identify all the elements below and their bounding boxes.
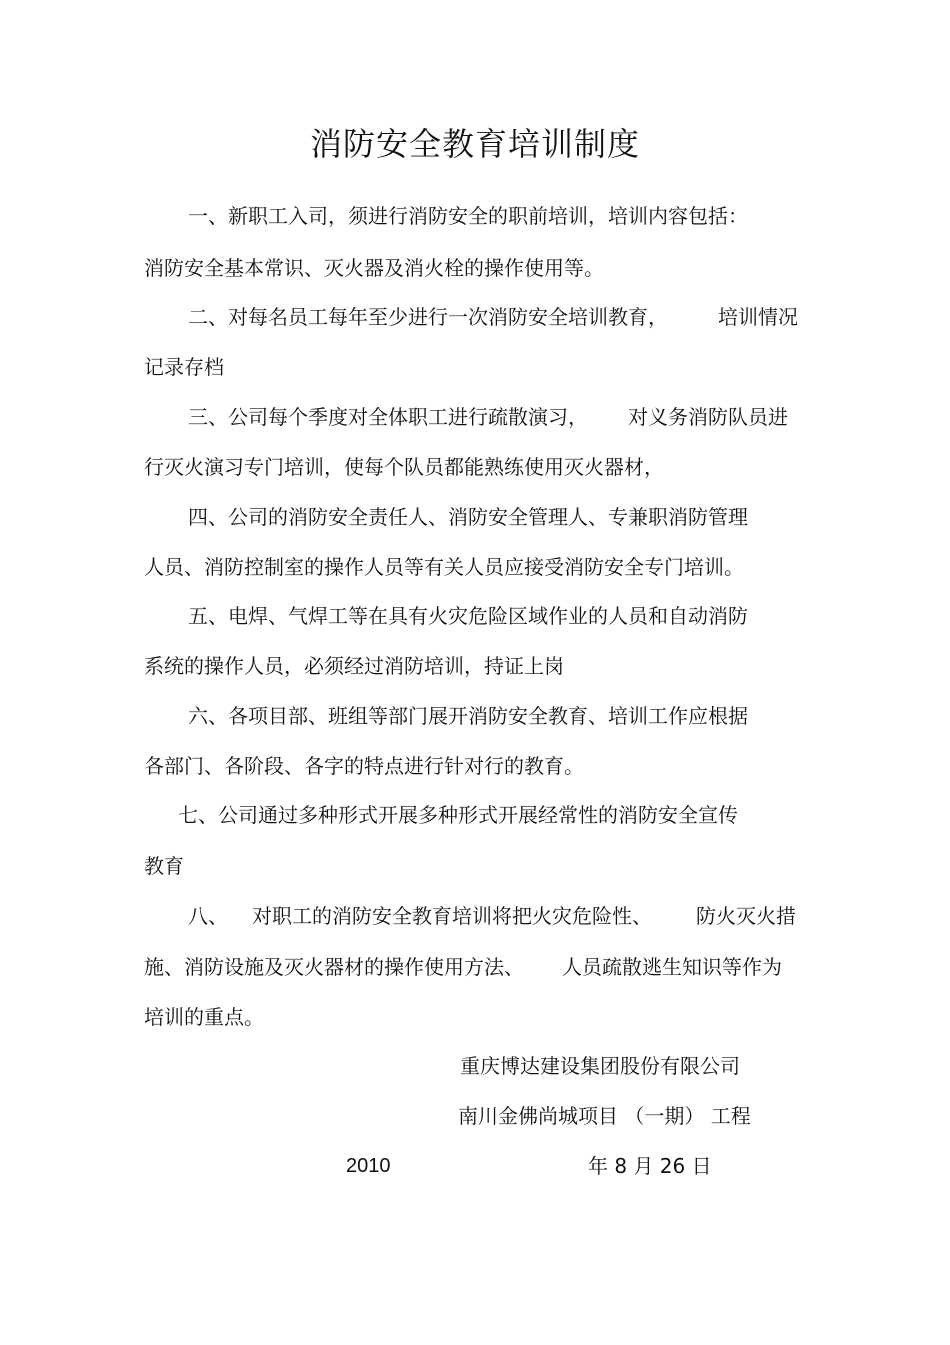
clause-5-line-2: 系统的操作人员，必须经过消防培训，持证上岗: [144, 654, 564, 678]
clause-8-line-3: 培训的重点。: [144, 1005, 264, 1029]
clause-1-line-2: 消防安全基本常识、灭火器及消火栓的操作使用等。: [144, 256, 604, 280]
clause-2-line-2: 记录存档: [144, 355, 224, 379]
clause-6-line-1: 六、各项目部、班组等部门展开消防安全教育、培训工作应根据: [188, 704, 748, 728]
signature-company: 重庆博达建设集团股份有限公司: [460, 1054, 740, 1078]
clause-7-line-2: 教育: [144, 854, 184, 878]
clause-8-line-1c: 防火灭火措: [696, 904, 796, 928]
clause-7-line-1: 七、公司通过多种形式开展多种形式开展经常性的消防安全宣传: [178, 803, 738, 827]
clause-6-line-2: 各部门、各阶段、各字的特点进行针对行的教育。: [144, 754, 584, 778]
clause-5-line-1: 五、电焊、气焊工等在具有火灾危险区域作业的人员和自动消防: [188, 604, 748, 628]
clause-8-line-1a: 八、: [188, 904, 228, 928]
clause-3-line-2: 行灭火演习专门培训，使每个队员都能熟练使用灭火器材，: [144, 455, 664, 479]
clause-3-line-1a: 三、公司每个季度对全体职工进行疏散演习，: [188, 405, 588, 429]
signature-project: 南川金佛尚城项目 （一期） 工程: [458, 1104, 751, 1128]
clause-8-line-2a: 施、消防设施及灭火器材的操作使用方法、: [144, 955, 524, 979]
signature-date-rest: 年 8 月 26 日: [588, 1154, 712, 1178]
clause-8-line-1b: 对职工的消防安全教育培训将把火灾危险性、: [252, 904, 652, 928]
clause-4-line-2: 人员、消防控制室的操作人员等有关人员应接受消防安全专门培训。: [144, 555, 744, 579]
signature-date-year: 2010: [346, 1155, 391, 1177]
clause-3-line-1b: 对义务消防队员进: [628, 405, 788, 429]
clause-2-line-1a: 二、对每名员工每年至少进行一次消防安全培训教育，: [188, 305, 668, 329]
clause-4-line-1: 四、公司的消防安全责任人、消防安全管理人、专兼职消防管理: [188, 505, 748, 529]
clause-1-line-1: 一、新职工入司，须进行消防安全的职前培训，培训内容包括：: [188, 204, 748, 228]
clause-2-line-1b: 培训情况: [718, 305, 798, 329]
clause-8-line-2b: 人员疏散逃生知识等作为: [562, 955, 782, 979]
document-title: 消防安全教育培训制度: [309, 125, 640, 163]
